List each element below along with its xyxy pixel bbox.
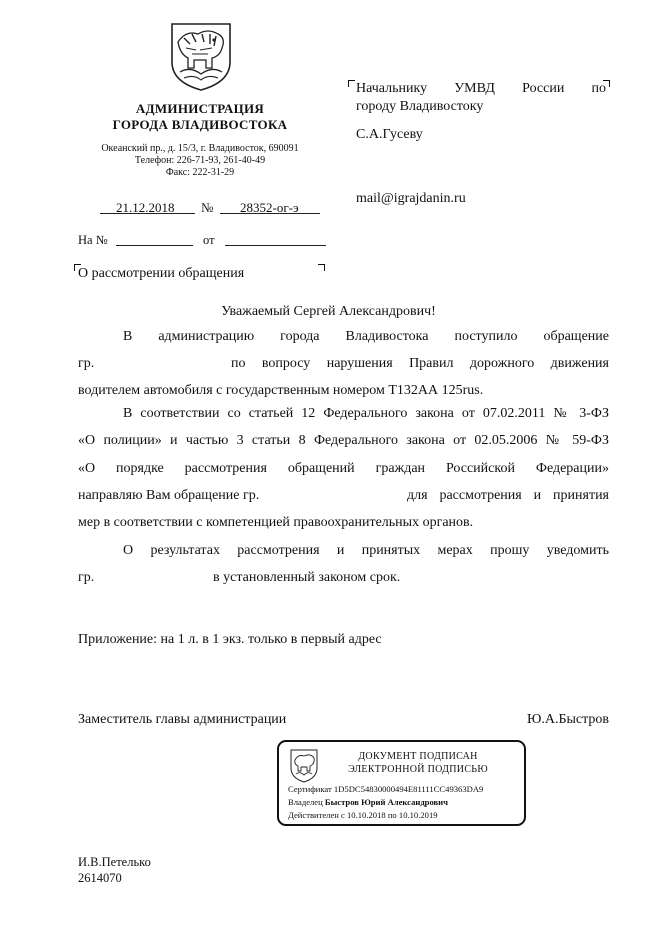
- addressee-name: С.А.Гусеву: [356, 127, 423, 142]
- p1-line2-prefix: гр.: [78, 356, 95, 371]
- subject-line: О рассмотрении обращения: [78, 266, 245, 281]
- document-date: 21.12.2018: [116, 200, 175, 215]
- valid-to-label: по: [387, 810, 397, 820]
- date-underline: [100, 199, 195, 214]
- p3-line1: О результатах рассмотрения и принятых мерах прошу уведомить: [123, 543, 609, 558]
- org-name-line2: ГОРОДА ВЛАДИВОСТОКА: [112, 117, 288, 132]
- attachment-note: Приложение: на 1 л. в 1 экз. только в первый адрес: [78, 632, 382, 647]
- p2-line5: мер в соответствии с компетенцией правоохранительных органов.: [78, 515, 474, 530]
- valid-to: 10.10.2019: [398, 810, 438, 820]
- number-sign: №: [201, 200, 214, 215]
- p3-line2-prefix: гр.: [78, 570, 95, 585]
- stamp-title-line1: ДОКУМЕНТ ПОДПИСАН: [358, 751, 478, 762]
- executor-name: И.В.Петелько: [78, 855, 151, 869]
- org-address: Океанский пр., д. 15/3, г. Владивосток, 690091: [101, 143, 299, 154]
- stamp-validity-row: [288, 810, 438, 820]
- org-fax: Факс: 222-31-29: [165, 167, 235, 178]
- p1-line3: водителем автомобиля с государственным номером Т132АА 125rus.: [78, 383, 484, 398]
- executor-phone: 2614070: [78, 871, 122, 885]
- certificate-value: 1D5DC54830000494E81111CC49363DA9: [333, 784, 484, 794]
- stamp-emblem-icon: [289, 748, 319, 784]
- org-name-line1: АДМИНИСТРАЦИЯ: [135, 101, 265, 116]
- reply-number-field: [116, 231, 193, 246]
- p1-line2-rest: по вопросу нарушения Правил дорожного движения: [231, 356, 609, 371]
- reply-from-field: [225, 231, 326, 246]
- p2-line4-rest: для рассмотрения и принятия: [407, 488, 609, 503]
- reply-from-label: от: [203, 233, 215, 247]
- p2-line3: «О порядке рассмотрения обращений граждан Российской Федерации»: [78, 461, 609, 476]
- p2-line4-prefix: направляю Вам обращение гр.: [78, 488, 260, 503]
- p1-line1: В администрацию города Владивостока поступило обращение: [123, 329, 609, 344]
- p3-line2-rest: в установленный законом срок.: [213, 570, 401, 585]
- signer-name: Ю.А.Быстров: [526, 712, 609, 727]
- greeting: Уважаемый Сергей Александрович!: [221, 304, 436, 319]
- valid-label: Действителен с: [288, 810, 345, 820]
- certificate-label: Сертификат: [288, 784, 332, 794]
- p2-line1: В соответствии со статьей 12 Федерального закона от 07.02.2011 № 3-ФЗ: [123, 406, 609, 421]
- addressee-line1: Начальнику УМВД России по: [356, 81, 606, 96]
- e-signature-stamp: [277, 740, 526, 826]
- subject-bracket-right: [318, 264, 325, 271]
- addressee-email: mail@igrajdanin.ru: [356, 191, 466, 206]
- reply-number-label: На №: [78, 233, 108, 247]
- addressee-line2: городу Владивостоку: [356, 99, 484, 114]
- p2-line2: «О полиции» и частью 3 статьи 8 Федерального закона от 02.05.2006 № 59-ФЗ: [78, 433, 609, 448]
- document-number: 28352-ог-э: [240, 200, 299, 215]
- signer-position: Заместитель главы администрации: [78, 712, 287, 727]
- owner-label: Владелец: [288, 797, 323, 807]
- valid-from: 10.10.2018: [347, 810, 386, 820]
- stamp-owner-row: [288, 797, 448, 807]
- stamp-title-line2: ЭЛЕКТРОННОЙ ПОДПИСЬЮ: [348, 764, 488, 775]
- city-emblem-icon: [168, 22, 234, 92]
- owner-value: Быстров Юрий Александрович: [324, 797, 448, 807]
- org-phone: Телефон: 226-71-93, 261-40-49: [134, 155, 266, 166]
- addressee-bracket-left: [348, 80, 355, 87]
- number-underline: [220, 199, 320, 214]
- stamp-certificate-row: [288, 784, 483, 794]
